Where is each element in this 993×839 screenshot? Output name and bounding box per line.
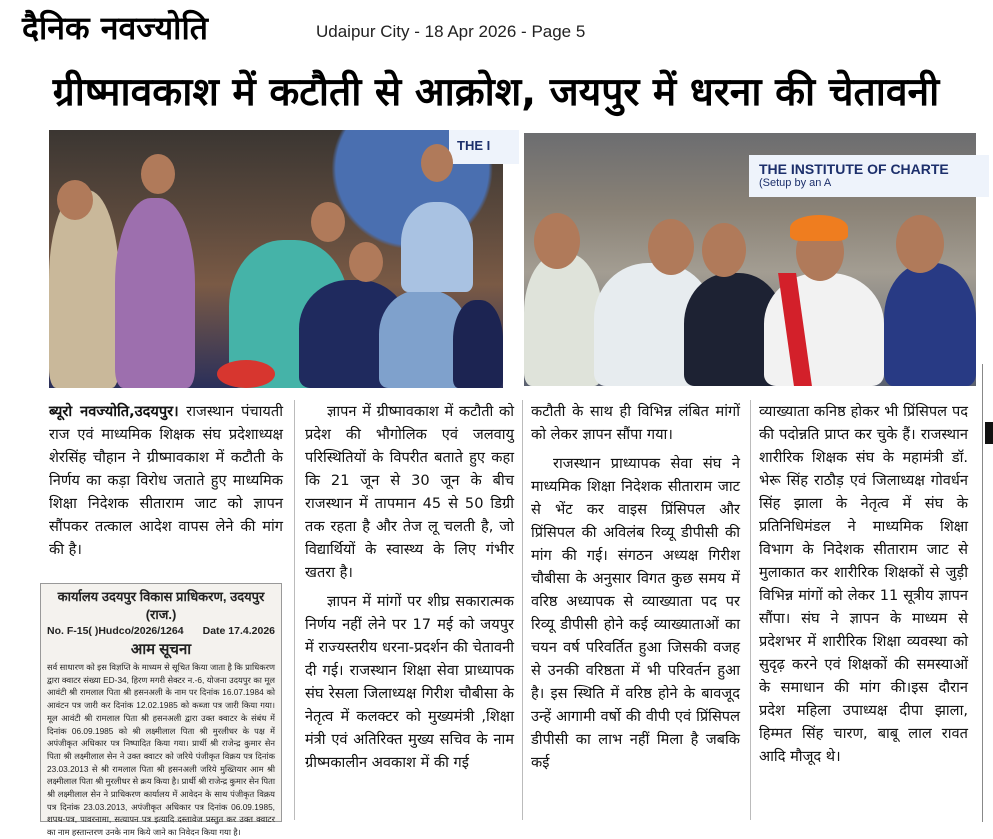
notice-heading: आम सूचना [130,641,192,658]
notice-body: सर्व साधारण को इस विज्ञप्ति के माध्यम से सूचित किया जाता है कि प्राधिकरण द्वारा क्वाटर संख्या ED-34, हिरण मगरी सेक्टर न.-6, योजना उदयपुर का मूल आवंटी श्री रामलाल पिता श्री हसनअली के नाम पर दिनांक 16.07.1984 को आवंटन पत्र जारी कर दिनांक 12.02.1985 को कब्जा पत्र जारी किया गया। मूल आवंटी श्री रामलाल पिता श्री हसनअली द्वारा उक्त क्वाटर के संबंध में दिनांक 06.09.1985 को श्री लक्ष्मीलाल पिता श्री मुरलीधर के पक्ष में अपंजीकृत अधिकार पत्र निष्पादित किया गया। प्रार्थी श्री राजेन्द्र कुमार सेन पिता श्री लक्ष्मीलाल सेन ने उक्त क्वाटर को जरिये पंजीकृत विक्रय पत्र दिनांक 23.03.2013 से श्री रामलाल पिता श्री हसनअली जरिये मुख्तियार आम श्री लक्ष्मीलाल पिता श्री मुरलीधर से क्रय किया है। प्रार्थी श्री राजेन्द्र कुमार सेन पिता श्री लक्ष्मीलाल सेन ने प्राधिकरण कार्यालय में आवेदन के साथ पंजीकृत विक्रय पत्र दिनांक 23.03.2013, अपंजीकृत अधिकार पत्र दिनांक 06.09.1985, शपथ-पत्र, पावरनामा, सत्यापन पत्र इत्यादि दस्तावेज प्रस्तुत कर उक्त क्वाटर का नाम हस्तान्तरण उनके नाम किये जाने का निवेदन किया गया है। [47,662,275,838]
person-head [311,202,345,242]
byline: ब्यूरो नवज्योति,उदयपुर। [49,403,179,420]
person-head [648,219,694,275]
person-head [57,180,93,220]
article-headline: ग्रीष्मावकाश में कटौती से आक्रोश, जयपुर में धरना की चेतावनी [52,70,940,115]
edition-info: Udaipur City - 18 Apr 2026 - Page 5 [316,22,586,41]
article-column-4 [759,400,968,768]
paragraph: ज्ञापन में मांगों पर शीघ्र सकारात्मक निर्णय नहीं लेने पर 17 मई को जयपुर में राज्यस्तरीय धरना-प्रदर्शन की चेतावनी दी गई। राजस्थान शिक्षा सेवा प्राध्यापक संघ रेसला जिलाध्यक्ष गिरीश चौबीसा के नेतृत्व में कलक्टर को मुख्यमंत्री ,शिक्षा मंत्री एवं अतिरिक्त मुख्य सचिव के नाम ग्रीष्मकालीन अवकाश में की गई [305,593,514,771]
person-figure [884,263,976,386]
person-figure [401,202,473,292]
column-text: राजस्थान पंचायती राज एवं माध्यमिक शिक्षक संघ प्रदेशाध्यक्ष शेरसिंह चौहान ने ग्रीष्मावकाश में कटौती के निर्णय का कड़ा विरोध जताते हुए माध्यमिक शिक्षा निदेशक सीताराम जाट को ज्ञापन सौंपकर तत्काल आदेश वापस लेने की मांग की है। [49,403,283,558]
adjacent-page-edge [982,364,993,822]
edge-mark [985,422,993,444]
article-column-3 [531,400,740,774]
paragraph: ज्ञापन में ग्रीष्मावकाश में कटौती को प्रदेश की भौगोलिक एवं जलवायु परिस्थितियों के विपरीत बताते हुए कहा कि 21 जून से 30 जून के बीच राजस्थान में तापमान 45 से 50 डिग्री तक रहता है और तेज लू चलती है, जो विद्यार्थियों के स्वास्थ्य के लिए गंभीर खतरा है। [305,403,514,581]
notice-date: Date 17.4.2026 [202,625,275,637]
photo-left [49,130,503,388]
person-figure [49,190,119,388]
banner-text: THE INSTITUTE OF CHARTE [759,161,949,177]
paragraph: कटौती के साथ ही विभिन्न लंबित मांगों को लेकर ज्ञापन सौंपा गया। [531,403,740,443]
person-figure [524,253,602,386]
person-head [702,223,746,277]
article-column-2 [305,400,514,774]
person-head [534,213,580,269]
notice-ref-no: No. F-15( )Hudco/2026/1264 [47,625,184,637]
column-divider [750,400,751,820]
paragraph: व्याख्याता कनिष्ठ होकर भी प्रिंसिपल पद की पदोन्नति प्राप्त कर चुके हैं। राजस्थान शारीरिक शिक्षक संघ के महामंत्री डॉ. भेरू सिंह राठौड़ एवं जिलाध्यक्ष गोवर्धन सिंह झाला के नेतृत्व में संघ के प्रतिनिधिमंडल ने माध्यमिक शिक्षा विभाग के निदेशक सीताराम जाट से मुलाकात कर शारीरिक शिक्षकों से जुड़ी विभिन्न मांगों को लेकर 11 सूत्रीय ज्ञापन सौंपा। संघ ने ज्ञापन के माध्यम से प्रदेशभर में शारीरिक शिक्षा व्यवस्था को सुदृढ़ करने एवं शिक्षकों की समस्याओं के समाधान की मांग की।इस दौरान प्रदेश महिला उपाध्यक्ष दीपा झाला, हिम्मत सिंह चारण, बाबू लाल रावत आदि मौजूद थे। [759,403,968,765]
public-notice [40,583,282,838]
notice-reference [47,625,275,637]
notice-title: कार्यालय उदयपुर विकास प्राधिकरण, उदयपुर (राज.) [57,589,265,622]
person-head [421,144,453,182]
person-head [896,215,944,273]
banner-subtext: (Setup by an A [759,177,832,189]
paragraph: राजस्थान प्राध्यापक सेवा संघ ने माध्यमिक शिक्षा निदेशक सीताराम जाट से भेंट कर वाइस प्रिंसिपल और प्रिंसिपल की अविलंब रिव्यू डीपीसी की मांग की गई। संगठन अध्यक्ष गिरीश चौबीसा के अनुसार विगत कुछ समय में वरिष्ठ अध्यापक से व्याख्याता पद पर रिव्यू डीपीसी होने कई व्याख्याताओं का चयन वर्ष परिवर्तित हुआ जिसकी वजह से उनकी वरिष्ठता में भी परिवर्तन हुआ है। इस स्थिति में वरिष्ठ होने के बावजूद उन्हें आगामी वर्षो की वीपी एवं प्रिंसिपल डीपीसी का लाभ नहीं मिला है जबकि कई [531,455,740,771]
person-figure [115,198,195,388]
person-figure [453,300,503,388]
turban [790,215,848,241]
photo-left-banner: THE I [449,130,519,164]
photo-right [524,133,976,386]
column-divider [522,400,523,820]
column-divider [294,400,295,820]
person-head [141,154,175,194]
newspaper-masthead: दैनिक नवज्योति [22,9,208,47]
photo-right-banner [749,155,989,197]
article-column-1 [49,400,283,561]
flower-bouquet [217,360,275,388]
person-head [349,242,383,282]
